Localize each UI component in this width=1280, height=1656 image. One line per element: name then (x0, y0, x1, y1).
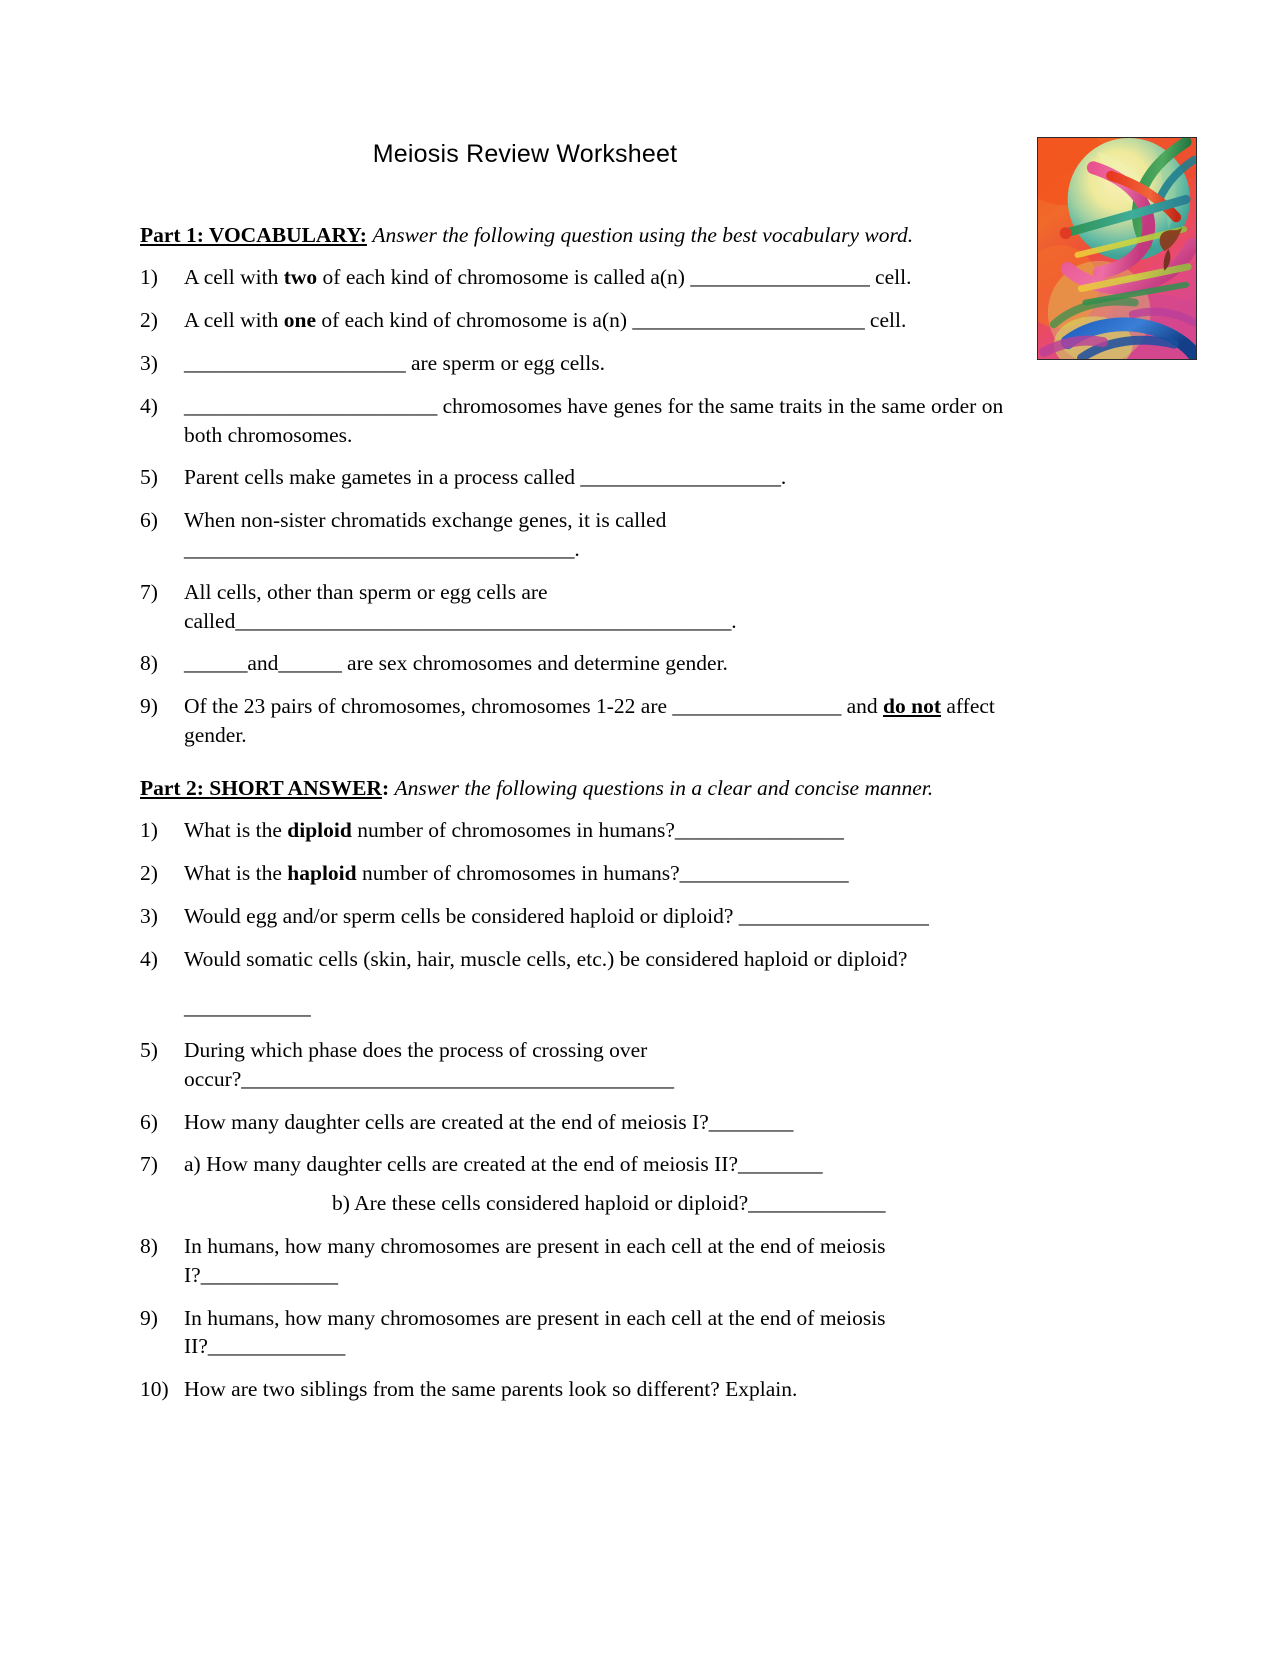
question-number: 4) (140, 946, 158, 971)
answer-blank[interactable]: ________________ (679, 860, 849, 885)
answer-blank[interactable]: _________________________________________ (241, 1066, 674, 1091)
question-item (140, 463, 1040, 492)
question-item (140, 816, 1040, 845)
question-item (140, 263, 1040, 292)
question-number: 7) (140, 579, 158, 604)
question-text: chromosomes have genes for the same traits in the same order on both chromosomes. (184, 393, 1004, 447)
part1-question-list (140, 263, 1040, 749)
question-number: 5) (140, 1038, 158, 1063)
answer-blank[interactable]: ________________________ (184, 393, 438, 418)
question-text: called (184, 608, 236, 633)
question-item (140, 392, 1040, 450)
question-text: Would somatic cells (skin, hair, muscle cells, etc.) be considered haploid or diploid? (184, 946, 908, 971)
question-item (140, 1108, 1040, 1137)
keyword-bold: one (283, 308, 316, 333)
answer-blank[interactable]: ________________ (674, 818, 844, 843)
keyword-bold: diploid (287, 818, 352, 843)
question-text: cell. (864, 308, 907, 333)
part1-heading-description: Answer the following question using the best vocabulary word. (372, 223, 914, 247)
question-text: are sex chromosomes and determine gender. (341, 651, 728, 676)
question-number: 4) (140, 393, 158, 418)
question-text: number of chromosomes in humans? (351, 818, 675, 843)
answer-blank[interactable]: ________ (737, 1152, 823, 1177)
answer-blank[interactable]: _____________ (207, 1334, 346, 1359)
question-text: cell. (869, 265, 912, 290)
question-number: 9) (140, 1305, 158, 1330)
question-text: Would egg and/or sperm cells be considered haploid or diploid? (184, 903, 739, 928)
question-text: of each kind of chromosome is a(n) (315, 308, 633, 333)
question-number: 3) (140, 350, 158, 375)
question-text: In humans, how many chromosomes are present in each cell at the end of meiosis (184, 1234, 886, 1259)
answer-blank[interactable]: ________________ (672, 694, 842, 719)
keyword-bold-underline: do not (883, 694, 941, 719)
question-text: . (780, 465, 787, 490)
question-text: . (731, 608, 737, 633)
answer-blank[interactable]: ______________________ (632, 308, 865, 333)
question-item (140, 1150, 1040, 1218)
question-text: All cells, other than sperm or egg cells are (184, 579, 548, 604)
answer-blank[interactable]: _________________ (690, 265, 870, 290)
question-text: a) How many daughter cells are created at the end of meiosis II? (184, 1152, 738, 1177)
question-number: 8) (140, 1234, 158, 1259)
answer-blank[interactable]: ______ (184, 651, 248, 676)
answer-blank[interactable]: _______________________________________________ (235, 608, 732, 633)
question-item (140, 1304, 1040, 1362)
question-text: I? (184, 1262, 201, 1287)
question-item (140, 859, 1040, 888)
part1-heading (140, 221, 1040, 249)
question-text: How are two siblings from the same parents look so different? Explain. (184, 1377, 798, 1402)
answer-blank[interactable]: _____________________ (184, 350, 406, 375)
question-number: 7) (140, 1152, 158, 1177)
question-number: 8) (140, 651, 158, 676)
question-item (140, 306, 1040, 335)
question-number: 2) (140, 308, 158, 333)
question-item (140, 1375, 1040, 1404)
question-text: What is the (184, 860, 288, 885)
answer-blank[interactable]: ___________________ (580, 465, 781, 490)
question-number: 9) (140, 694, 158, 719)
question-item (140, 692, 1040, 750)
vertical-gap (184, 973, 1040, 993)
answer-blank[interactable]: __________________ (738, 903, 929, 928)
part2-heading (140, 774, 1040, 802)
question-number: 2) (140, 860, 158, 885)
question-text: are sperm or egg cells. (405, 350, 605, 375)
indented-subline (332, 1189, 1040, 1218)
question-text: of each kind of chromosome is called a(n) (317, 265, 691, 290)
question-text: In humans, how many chromosomes are present in each cell at the end of meiosis (184, 1305, 886, 1330)
question-text: How many daughter cells are created at the end of meiosis I? (184, 1109, 709, 1134)
keyword-bold: haploid (287, 860, 357, 885)
question-text: occur? (184, 1066, 242, 1091)
answer-blank[interactable]: _____________ (200, 1262, 338, 1287)
question-text: b) Are these cells considered haploid or diploid? (332, 1191, 749, 1216)
question-text: number of chromosomes in humans? (356, 860, 680, 885)
question-number: 1) (140, 265, 158, 290)
question-number: 10) (140, 1377, 169, 1402)
answer-blank[interactable]: ____________ (184, 995, 311, 1020)
answer-blank[interactable]: ______ (278, 651, 342, 676)
question-text: During which phase does the process of crossing over (184, 1038, 648, 1063)
question-item (140, 578, 1040, 636)
question-item (140, 902, 1040, 931)
part2-heading-description: Answer the following questions in a clear and concise manner. (394, 775, 934, 800)
keyword-bold: two (283, 265, 318, 290)
answer-blank[interactable]: ________ (708, 1109, 794, 1134)
part2-question-list (140, 816, 1040, 1404)
question-number: 6) (140, 1109, 158, 1134)
question-item (140, 349, 1040, 378)
part2-heading-label: Part 2: SHORT ANSWER (140, 775, 382, 800)
question-text: Of the 23 pairs of chromosomes, chromosomes 1-22 are (184, 694, 673, 719)
question-text: What is the (184, 818, 288, 843)
question-text: Parent cells make gametes in a process called (184, 465, 581, 490)
question-number: 6) (140, 508, 158, 533)
question-text: and (841, 694, 884, 719)
dna-double-helix-image (1037, 137, 1197, 360)
question-number: 3) (140, 903, 158, 928)
question-item (140, 1232, 1040, 1290)
question-text: and (247, 651, 279, 676)
part1-heading-label: Part 1: VOCABULARY: (140, 223, 367, 247)
question-text: II? (184, 1334, 208, 1359)
question-number: 5) (140, 465, 158, 490)
part2-heading-colon: : (381, 775, 390, 800)
answer-blank[interactable]: _____________ (748, 1191, 886, 1216)
answer-blank[interactable]: _____________________________________ (184, 536, 575, 561)
question-number: 1) (140, 818, 158, 843)
dna-helix-illustration (1038, 138, 1196, 359)
question-text: A cell with (184, 308, 284, 333)
question-item (140, 1036, 1040, 1094)
question-text: A cell with (184, 265, 284, 290)
worksheet-body (140, 140, 1040, 1418)
question-item (140, 506, 1040, 564)
question-text: When non-sister chromatids exchange genes, it is called (184, 508, 667, 533)
question-text: . (574, 536, 580, 561)
question-text: affect gender. (184, 694, 995, 747)
page-title: Meiosis Review Worksheet (372, 140, 678, 168)
question-item (140, 649, 1040, 678)
question-item (140, 945, 1040, 1023)
